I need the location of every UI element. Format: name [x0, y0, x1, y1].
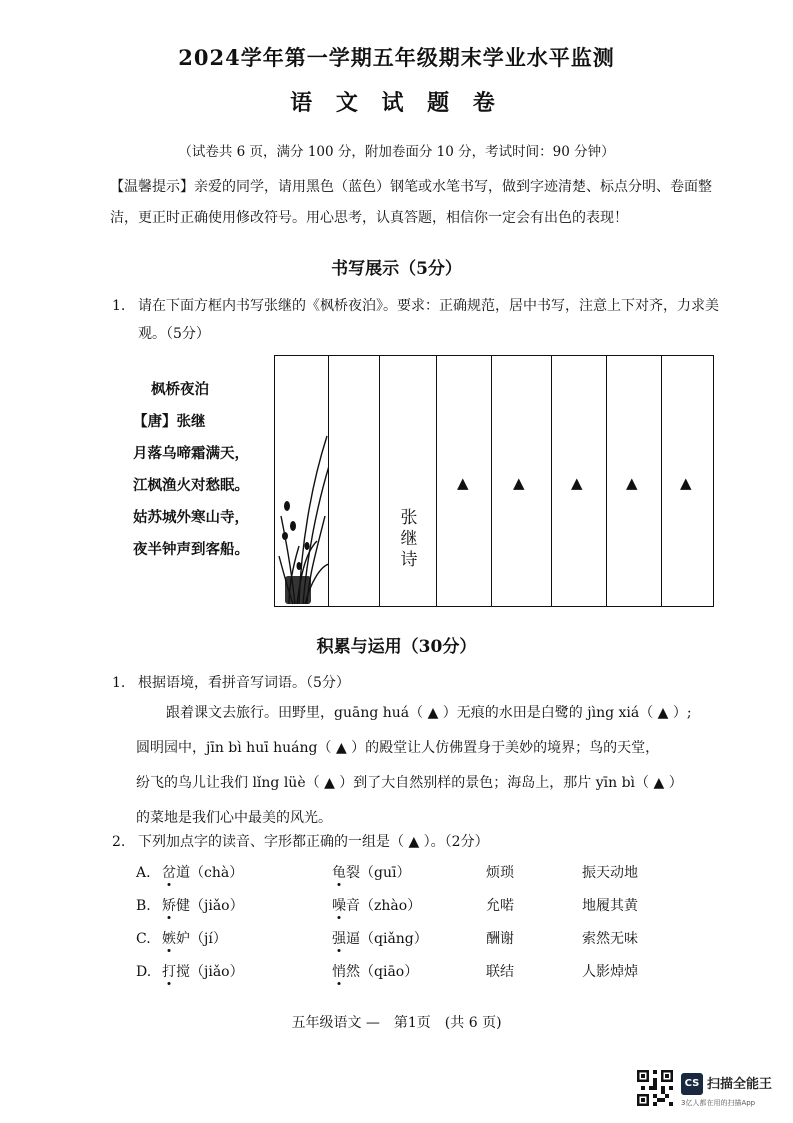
question-text: 根据语境，看拼音写词语。（5分）	[138, 675, 350, 691]
camscanner-name: 扫描全能王	[707, 1077, 773, 1092]
exam-info: （试卷共 6 页，满分 100 分，附加卷面分 10 分，考试时间：90 分钟）	[178, 144, 615, 160]
grid-column	[661, 356, 662, 606]
dotted-char: 悄	[332, 964, 346, 980]
grid-column	[328, 356, 329, 606]
grid-column	[551, 356, 552, 606]
word-pinyin: 逼（qiǎng）	[346, 931, 428, 947]
word-pinyin: 道（chà）	[176, 865, 244, 881]
grid-column	[606, 356, 607, 606]
pinyin-paragraph-line: 纷飞的鸟儿让我们 lǐng lüè（ ▲ ）到了大自然别样的景色；海岛上，那片 yīn bì（ ▲ ）	[136, 775, 683, 791]
word: 联结	[486, 964, 514, 980]
option-label: A.	[136, 865, 151, 881]
option-label: C.	[136, 931, 151, 947]
question-text: 请在下面方框内书写张继的《枫桥夜泊》。要求：正确规范，居中书写，注意上下对齐，力求美观。（5分）	[138, 298, 719, 342]
pinyin-paragraph-line: 的菜地是我们心中最美的风光。	[136, 810, 332, 826]
pinyin-paragraph-line: 跟着课文去旅行。田野里，guāng huá（ ▲ ）无痕的水田是白鹭的 jìng xiá（ ▲ ）;	[166, 705, 692, 721]
idiom: 索然无味	[582, 931, 638, 947]
word: 烦琐	[486, 865, 514, 881]
question-number: 1.	[112, 298, 126, 314]
dotted-char: 强	[332, 931, 346, 947]
answer-marker: ▲	[571, 474, 583, 492]
poem-author: 【唐】张继	[133, 413, 206, 430]
page-footer: 五年级语文 — 第1页 (共 6 页)	[291, 1015, 502, 1031]
grid-column	[491, 356, 492, 606]
grid-column	[436, 356, 437, 606]
answer-marker: ▲	[626, 474, 638, 492]
word-pinyin: 妒（jí）	[176, 931, 227, 947]
answer-marker: ▲	[513, 474, 525, 492]
dotted-char: 岔	[162, 865, 176, 881]
word: 允喏	[486, 898, 514, 914]
poem-block	[133, 374, 249, 566]
idiom: 振天动地	[582, 865, 638, 881]
word-pinyin: 然（qiāo）	[346, 964, 419, 980]
answer-marker: ▲	[680, 474, 692, 492]
warm-tip: 【温馨提示】亲爱的同学，请用黑色（蓝色）钢笔或水笔书写，做到字迹清楚、标点分明、卷面整洁，更正时正确使用修改符号。用心思考，认真答题，相信你一定会有出色的表现！	[110, 179, 712, 226]
question-text: 下列加点字的读音、字形都正确的一组是（ ▲ ）。（2分）	[138, 834, 489, 850]
camscanner-logo: CS	[681, 1073, 703, 1095]
poem-line: 夜半钟声到客船。	[133, 541, 249, 558]
word: 酬谢	[486, 931, 514, 947]
idiom: 地履其黄	[582, 898, 638, 914]
poem-line: 月落乌啼霜满天，	[133, 445, 249, 462]
word-pinyin: 裂（guī）	[346, 865, 411, 881]
pinyin-paragraph-line: 圆明园中，jīn bì huī huáng（ ▲ ）的殿堂让人仿佛置身于美妙的境界；鸟的天堂，	[136, 740, 660, 756]
poem-title: 枫桥夜泊	[151, 381, 209, 398]
exam-title: 2024学年第一学期五年级期末学业水平监测	[178, 45, 615, 70]
section-writing-title: 书写展示（5分）	[331, 259, 462, 279]
section-accumulation-title: 积累与运用（30分）	[316, 637, 477, 657]
qr-code-icon	[637, 1070, 673, 1106]
grid-author: 张继诗	[400, 508, 418, 570]
camscanner-slogan: 3亿人都在用的扫描App	[681, 1099, 756, 1107]
dotted-char: 噪	[332, 898, 346, 914]
poem-line: 江枫渔火对愁眠。	[133, 477, 249, 494]
dotted-char: 打	[162, 964, 176, 980]
writing-grid[interactable]	[274, 355, 714, 607]
exam-subtitle: 语 文 试 题 卷	[290, 90, 503, 116]
word-pinyin: 健（jiǎo）	[176, 898, 244, 914]
poem-line: 姑苏城外寒山寺，	[133, 509, 249, 526]
answer-marker: ▲	[457, 474, 469, 492]
word-pinyin: 音（zhào）	[346, 898, 422, 914]
dotted-char: 嫉	[162, 931, 176, 947]
grid-column	[379, 356, 380, 606]
word-pinyin: 搅（jiǎo）	[176, 964, 244, 980]
idiom: 人影焯焯	[582, 964, 638, 980]
option-label: B.	[136, 898, 151, 914]
question-number: 1.	[112, 675, 126, 691]
dotted-char: 矫	[162, 898, 176, 914]
orchid-icon	[277, 396, 329, 606]
option-label: D.	[136, 964, 152, 980]
question-number: 2.	[112, 834, 126, 850]
dotted-char: 龟	[332, 865, 346, 881]
